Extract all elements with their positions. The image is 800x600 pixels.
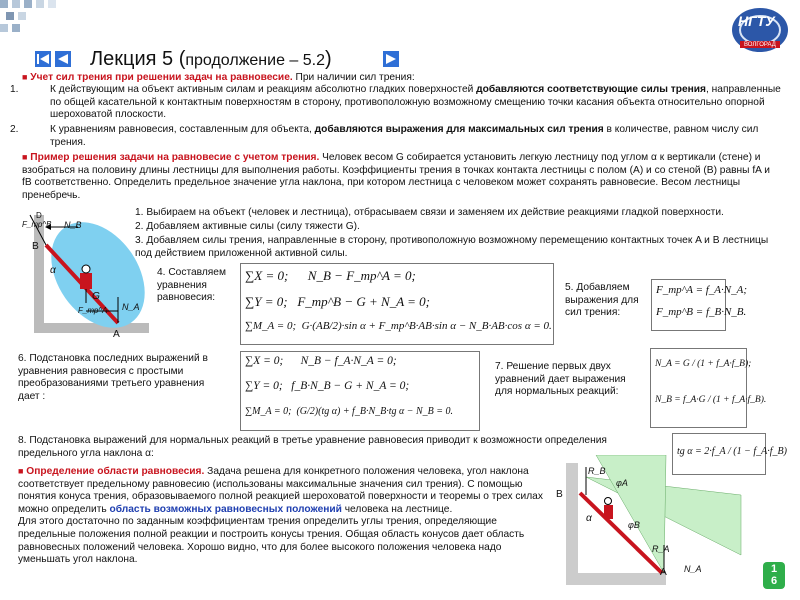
eq8-formula: tg α = 2·f_A / (1 − f_A·f_B) xyxy=(677,446,787,457)
equations-box-5 xyxy=(651,279,747,331)
section1-item2 xyxy=(10,124,790,149)
label-NB: N_B xyxy=(64,220,82,230)
section2-title: Пример решения задачи на равновесие с учетом трения. xyxy=(30,152,320,163)
section1-title-rest: При наличии сил трения: xyxy=(292,72,415,83)
eq5-line2: F_тр^B = f_B·N_B. xyxy=(656,306,747,318)
label-B: B xyxy=(32,241,39,252)
ladder-diagram xyxy=(18,205,153,345)
label-RA: R_A xyxy=(652,544,670,554)
previous-slide-button[interactable] xyxy=(55,51,71,67)
page-title xyxy=(90,48,332,71)
item1-text-b: добавляются соответствующие силы трения xyxy=(476,84,706,95)
label-A: A xyxy=(113,329,120,340)
section3-paragraph xyxy=(18,465,546,567)
section1-item1 xyxy=(10,84,790,122)
section3-title: Определение области равновесия. xyxy=(26,466,205,477)
item2-text-c: в количестве, равном числу сил трения. xyxy=(50,124,759,148)
label-RB: R_B xyxy=(588,466,606,476)
section3-bold: область возможных равновесных положений xyxy=(109,503,342,515)
step-3: 3. Добавляем силы трения, направленные в сторону, противоположную возможному перемещению контактных точек A и B лестницы под действием приложенной активной силы. xyxy=(135,235,769,259)
label-alpha: α xyxy=(50,265,56,276)
item2-text-a: К уравнениям равновесия, составленным для объекта, xyxy=(50,124,315,135)
step-2: 2. Добавляем активные силы (силу тяжести G). xyxy=(135,221,360,232)
skip-back-icon xyxy=(35,51,51,67)
equations-box-6 xyxy=(240,351,480,431)
section2-text: Человек весом G собирается установить легкую лестницу под углом α к вертикали (стене) и взобраться на половину длины лестницы для выполнения работы. Коэффициенты трения в точках контакта лестницы с полом (A) и со стеной (B) равны fA и fB соответственно. Определить предельное значение угла наклона, при котором лестница с человеком может сохранять равновесие. Весом лестницы пренебречь. xyxy=(22,152,770,201)
title-sub: продолжение – 5.2 xyxy=(185,52,325,69)
section3-text1: Задача решена для конкретного положения человека, угол наклона соответствует предельному равновесию (использованы максимальные значения сил трения). С помощью понятия конуса трения, образовываемого полной реакцией шероховатой поверхности и теоремы о трех силах можно определить xyxy=(18,466,543,515)
eq6-line3: ∑M_A = 0; (G/2)(tg α) + f_B·N_B·tg α − N_B = 0. xyxy=(245,406,454,417)
item1-text-a: К действующим на объект активным силам и реакциям абсолютно гладких поверхностей xyxy=(50,84,477,95)
step-4: 4. Составляем уравнения равновесия: xyxy=(157,267,226,304)
item2-number: 2. xyxy=(10,124,19,135)
eq5-line1: F_тр^A = f_A·N_A; xyxy=(656,284,747,296)
step-7: 7. Решение первых двух уравнений дает выражения для нормальных реакций: xyxy=(495,361,626,398)
arrow-right-icon xyxy=(383,51,399,67)
corner-decoration xyxy=(0,0,60,40)
step-5: 5. Добавляем выражения для сил трения: xyxy=(565,282,639,319)
eq4-line2: ∑Y = 0; F_тр^B − G + N_A = 0; xyxy=(245,294,431,309)
eq6-line1: ∑X = 0; N_B − f_A·N_A = 0; xyxy=(245,355,397,367)
section3-text3: Для этого достаточно по заданным коэффициентам трения определить углы трения, определяющие предельные положения полной реакции и построить конусы трения. Общая область конусов дает область равновесных положений человека. Хорошо видно, что для более высокого положения человека надо уменьшать угол наклона. xyxy=(18,516,525,566)
label-A2: A xyxy=(660,567,667,578)
label-G: G xyxy=(92,291,100,302)
friction-cones-diagram xyxy=(556,455,746,585)
arrow-left-icon xyxy=(55,51,71,67)
item1-number: 1. xyxy=(10,84,19,95)
label-NA: N_A xyxy=(122,302,140,312)
slide-number-badge xyxy=(763,562,785,589)
next-slide-button[interactable] xyxy=(383,51,399,67)
eq7-line2: N_B = f_A·G / (1 + f_A·f_B). xyxy=(655,395,767,405)
bullet-icon: ■ xyxy=(22,72,28,82)
section2-paragraph xyxy=(22,151,782,202)
label-FA: F_тр^A xyxy=(78,306,108,315)
slide-number-top: 1 xyxy=(770,563,778,575)
section1-title: Учет сил трения при решении задач на равновесие. xyxy=(30,72,293,83)
title-main: Лекция 5 ( xyxy=(90,48,186,70)
step-6: 6. Подстановка последних выражений в уравнения равновесия с простыми преобразованиями третьего уравнения дает : xyxy=(18,353,208,402)
label-phiA: φA xyxy=(616,478,628,488)
bullet-icon: ■ xyxy=(18,466,24,476)
eq4-line3: ∑M_A = 0; G·(AB/2)·sin α + F_тр^B·AB·sin α − N_B·AB·cos α = 0. xyxy=(245,320,552,332)
logo-subtext: ВОЛГОРАД xyxy=(744,42,776,48)
step-1: 1. Выбираем на объект (человек и лестница), отбрасываем связи и заменяем их действие реакциями гладкой поверхности. xyxy=(135,207,724,218)
label-NA2: N_A xyxy=(684,564,702,574)
eq6-line2: ∑Y = 0; f_B·N_B − G + N_A = 0; xyxy=(245,380,410,392)
equations-box-7 xyxy=(650,348,767,428)
title-close: ) xyxy=(325,48,332,70)
step-8: 8. Подстановка выражений для нормальных реакций в третье уравнение равновесия приводит к возможности определения предельного угла наклона α: xyxy=(18,435,607,459)
label-alpha2: α xyxy=(586,513,592,524)
logo-text: НГТУ xyxy=(738,13,775,29)
section3-text2: человека на лестнице. xyxy=(341,503,453,515)
label-B2: B xyxy=(556,489,563,500)
label-D: D xyxy=(36,211,42,220)
equations-box-4 xyxy=(240,263,554,345)
item2-text-b: добавляются выражения для максимальных сил трения xyxy=(314,124,604,135)
label-FB: F_тр^B xyxy=(22,220,52,229)
first-slide-button[interactable] xyxy=(35,51,51,67)
label-phiB: φB xyxy=(628,520,640,530)
slide-number-bottom: 6 xyxy=(770,575,778,587)
eq7-line1: N_A = G / (1 + f_A·f_B); xyxy=(655,359,752,369)
university-logo xyxy=(730,5,790,55)
bullet-icon: ■ xyxy=(22,152,28,162)
eq4-line1: ∑X = 0; N_B − F_тр^A = 0; xyxy=(245,268,416,283)
section1-heading xyxy=(22,71,782,85)
item1-text-c: , направленные по общей касательной к контактным поверхностям в сторону, противоположную возможному смещению точки касания объекта относительно опорной шероховатой плоскости. xyxy=(50,84,781,121)
